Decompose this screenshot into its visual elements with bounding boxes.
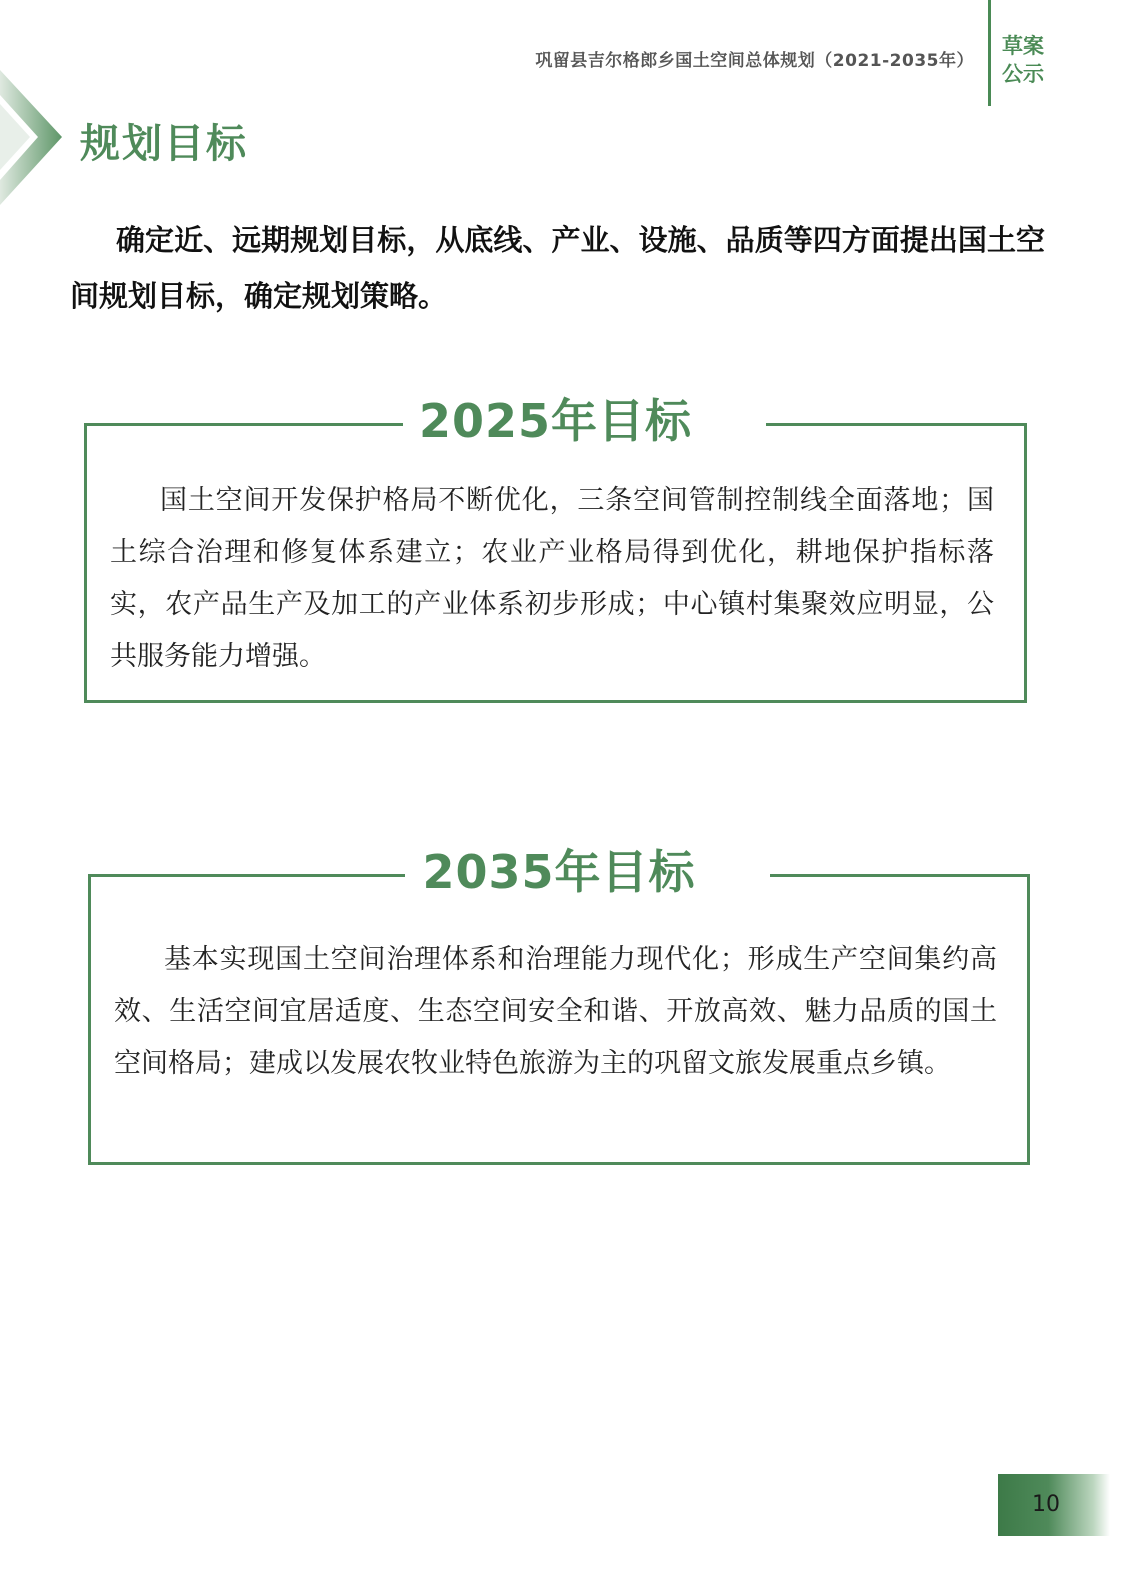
- goal-box-2035: [88, 845, 1030, 1165]
- goal-title-2035: 2035年目标: [422, 845, 696, 899]
- draft-badge-line1: 草案: [1002, 34, 1044, 58]
- chevron-decoration-icon: [0, 70, 64, 205]
- goal-title-2025: 2025年目标: [418, 394, 693, 448]
- page-number: 10: [998, 1474, 1110, 1536]
- goal-body-2025: 国土空间开发保护格局不断优化，三条空间管制控制线全面落地；国土综合治理和修复体系建立；农业产业格局得到优化，耕地保护指标落实，农产品生产及加工的产业体系初步形成；中心镇村集聚效应明显，公共服务能力增强。: [110, 485, 994, 672]
- draft-badge: [1002, 32, 1044, 88]
- goal-box-2025: [84, 394, 1027, 703]
- header-divider: [988, 0, 991, 106]
- document-title: 巩留县吉尔格郎乡国土空间总体规划（2021-2035年）: [535, 51, 974, 71]
- goal-body-2035: 基本实现国土空间治理体系和治理能力现代化；形成生产空间集约高效、生活空间宜居适度、生态空间安全和谐、开放高效、魅力品质的国土空间格局；建成以发展农牧业特色旅游为主的巩留文旅发展重点乡镇。: [114, 944, 997, 1079]
- section-intro: 确定近、远期规划目标，从底线、产业、设施、品质等四方面提出国土空间规划目标，确定规划策略。: [70, 223, 1045, 313]
- draft-badge-line2: 公示: [1002, 62, 1044, 86]
- section-title: 规划目标: [80, 121, 248, 167]
